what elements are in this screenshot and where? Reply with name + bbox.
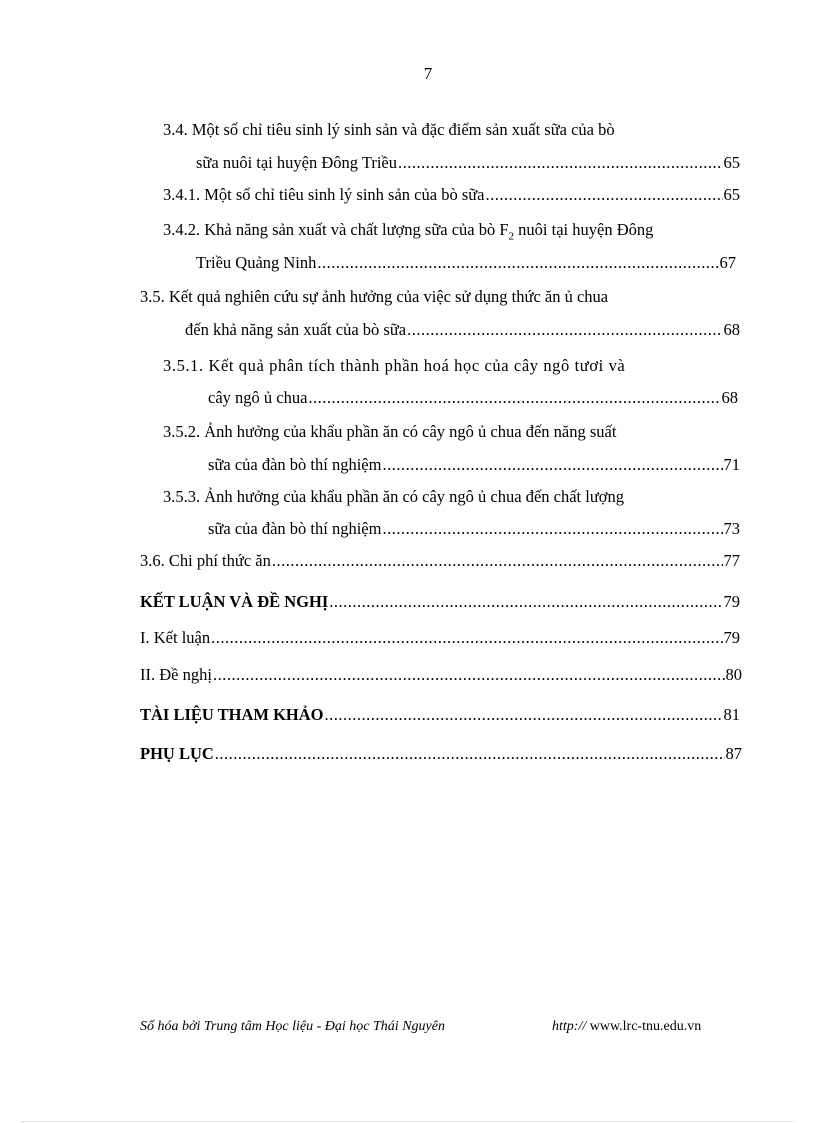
footer-digitized-by: Số hóa bởi Trung tâm Học liệu - Đại học Thái Nguyên — [140, 1019, 445, 1034]
toc-entry-3-5-3-line1: 3.5.3. Ảnh hưởng của khẩu phần ăn có cây ngô ủ chua đến chất lượng — [163, 487, 625, 506]
toc-page: 81 — [723, 705, 740, 724]
toc-entry-3-5-1-line2[interactable]: cây ngô ủ chua ..... 68 — [208, 386, 738, 410]
page-number: 7 — [423, 64, 433, 83]
leader-dots — [382, 453, 722, 477]
leader-dots — [213, 663, 725, 687]
toc-page: 67 — [719, 253, 736, 272]
leader-dots — [325, 703, 723, 727]
footer-url-prefix: http:// — [552, 1019, 587, 1034]
leader-dots — [317, 251, 718, 275]
toc-page: 79 — [723, 628, 740, 647]
toc-entry-ii-de-nghi[interactable]: II. Đề nghị ..... 80 — [140, 663, 742, 687]
toc-page: 71 — [723, 455, 740, 474]
toc-entry-3-5-line1: 3.5. Kết quả nghiên cứu sự ảnh hưởng của việc sử dụng thức ăn ủ chua — [140, 287, 609, 306]
toc-entry-3-4-2-line1: 3.4.2. Khả năng sản xuất và chất lượng sữa của bò $F_2$ nuôi tại huyện Đông — [163, 220, 654, 243]
toc-entry-3-5-1-line1: 3.5.1. Kết quả phân tích thành phần hoá học của cây ngô tươi và — [163, 356, 626, 375]
leader-dots — [308, 386, 720, 410]
footer-url-link[interactable]: www.lrc-tnu.edu.vn — [586, 1019, 702, 1034]
toc-entry-3-4-line1: 3.4. Một số chỉ tiêu sinh lý sinh sản và đặc điểm sản xuất sữa của bò — [163, 120, 615, 139]
toc-entry-3-4-line2[interactable]: sữa nuôi tại huyện Đông Triều ..... 65 — [196, 151, 740, 175]
toc-entry-ket-luan[interactable]: KẾT LUẬN VÀ ĐỀ NGHỊ ..... 79 — [140, 590, 740, 614]
toc-page: 65 — [723, 185, 740, 204]
toc-entry-i-ket-luan[interactable]: I. Kết luận ..... 79 — [140, 626, 740, 650]
toc-page: 68 — [723, 320, 740, 339]
toc-entry-3-5-2-line2[interactable]: sữa của đàn bò thí nghiệm ..... 71 — [208, 453, 740, 477]
toc-entry-3-5-3-line2[interactable]: sữa của đàn bò thí nghiệm ..... 73 — [208, 517, 740, 541]
toc-page: 73 — [723, 519, 740, 538]
leader-dots — [382, 517, 722, 541]
toc-page: 65 — [723, 153, 740, 172]
leader-dots — [215, 742, 725, 766]
toc-entry-phu-luc[interactable]: PHỤ LỤC ..... 87 — [140, 742, 742, 766]
toc-page: 87 — [725, 744, 742, 763]
leader-dots — [407, 318, 722, 342]
leader-dots — [398, 151, 723, 175]
toc-entry-3-6[interactable]: 3.6. Chi phí thức ăn ..... 77 — [140, 549, 740, 573]
toc-entry-3-4-1[interactable]: 3.4.1. Một số chỉ tiêu sinh lý sinh sản của bò sữa ..... 65 — [163, 183, 740, 207]
toc-entry-3-5-2-line1: 3.5.2. Ảnh hưởng của khẩu phần ăn có cây ngô ủ chua đến năng suất — [163, 422, 617, 441]
toc-entry-3-5-line2[interactable]: đến khả năng sản xuất của bò sữa ..... 68 — [185, 318, 740, 342]
toc-entry-3-4-2-line2[interactable]: Triều Quảng Ninh ..... 67 — [196, 251, 736, 275]
footer-url[interactable] — [552, 1019, 701, 1035]
bottom-divider — [22, 1121, 794, 1122]
leader-dots — [211, 626, 722, 650]
leader-dots — [272, 549, 723, 573]
toc-entry-tai-lieu[interactable]: TÀI LIỆU THAM KHẢO ..... 81 — [140, 703, 740, 727]
leader-dots — [329, 590, 722, 614]
toc-page: 77 — [723, 551, 740, 570]
toc-page: 68 — [721, 388, 738, 407]
leader-dots — [486, 183, 723, 207]
toc-page: 80 — [725, 665, 742, 684]
toc-page: 79 — [723, 592, 740, 611]
